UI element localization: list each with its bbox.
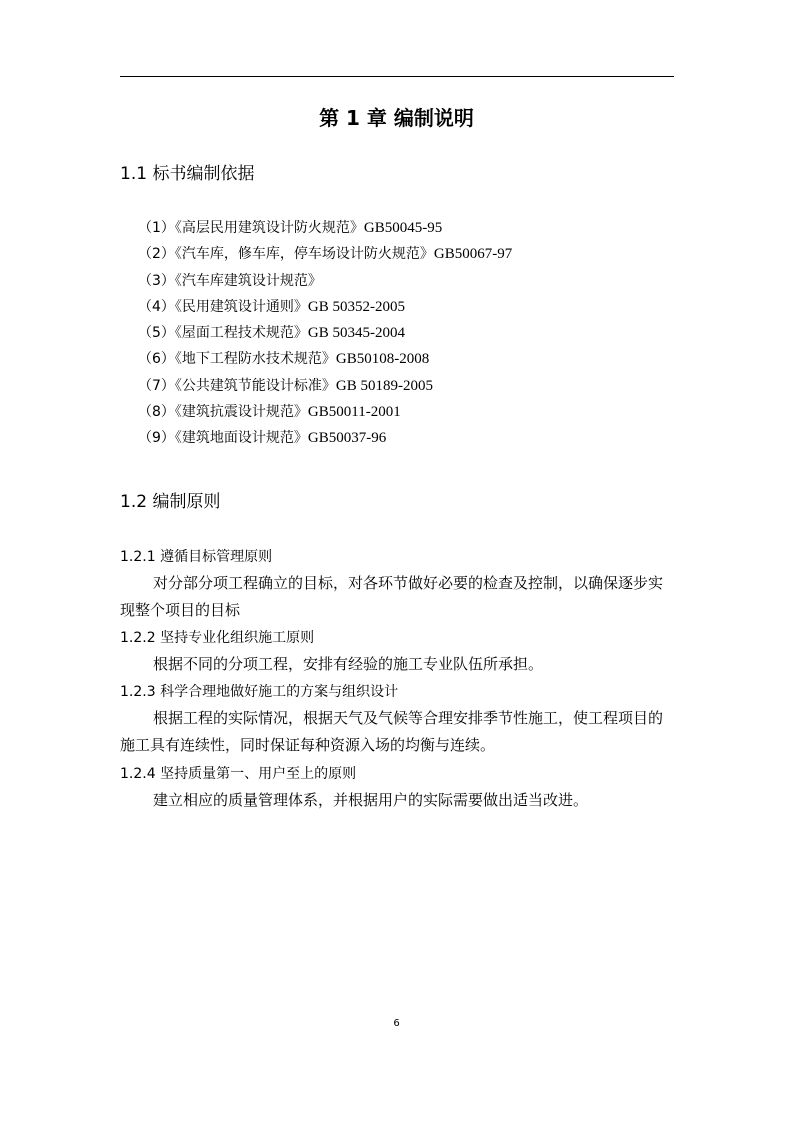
header-rule (120, 76, 674, 77)
page-number: 6 (393, 1018, 400, 1029)
subsection-1-2-2-title: 1.2.2 坚持专业化组织施工原则 (120, 630, 315, 646)
reference-item (138, 320, 512, 346)
reference-number: （5） (138, 325, 175, 342)
reference-name: 《屋面工程技术规范》 (174, 325, 308, 342)
reference-item (138, 268, 512, 294)
reference-item (138, 294, 512, 320)
subsection-1-2-2-text: 根据不同的分项工程，安排有经验的施工专业队伍所承担。 (153, 655, 544, 673)
reference-code: GB50037-96 (307, 430, 387, 447)
subsection-1-2-4-text: 建立相应的质量管理体系，并根据用户的实际需要做出适当改进。 (153, 791, 589, 809)
reference-code: GB50108-2008 (335, 351, 430, 368)
subsection-1-2-3-title: 1.2.3 科学合理地做好施工的方案与组织设计 (120, 684, 399, 700)
reference-number: （1） (138, 220, 175, 236)
reference-code: GB 50345-2004 (307, 325, 406, 342)
reference-item (138, 241, 512, 267)
reference-name: 《建筑地面设计规范》 (174, 430, 308, 447)
reference-name: 《高层民用建筑设计防火规范》 (174, 220, 364, 236)
subsection-1-2-3-text: 根据工程的实际情况，根据天气及气候等合理安排季节性施工，使工程项目的施工具有连续性，同时保证每种资源入场的均衡与连续。 (120, 709, 664, 754)
reference-item (138, 215, 512, 241)
subsection-1-2-1-title: 1.2.1 遵循目标管理原则 (120, 549, 273, 565)
reference-item (138, 399, 512, 425)
reference-name: 《汽车库，修车库，停车场设计防火规范》 (174, 246, 434, 263)
reference-number: （4） (138, 298, 175, 315)
section-1-2-title: 1.2 编制原则 (120, 492, 221, 512)
reference-name: 《民用建筑设计通则》 (174, 298, 308, 315)
reference-item (138, 425, 512, 451)
section-1-1-title: 1.1 标书编制依据 (120, 164, 255, 184)
reference-code: GB50067-97 (433, 246, 513, 263)
reference-item (138, 373, 512, 399)
reference-code: GB50045-95 (363, 220, 443, 236)
reference-name: 《公共建筑节能设计标准》 (174, 377, 336, 394)
reference-number: （8） (138, 404, 175, 421)
reference-number: （2） (138, 246, 175, 263)
reference-code: GB 50352-2005 (307, 298, 406, 315)
reference-number: （6） (138, 351, 175, 368)
reference-name: 《汽车库建筑设计规范》 (174, 272, 322, 289)
reference-item (138, 346, 512, 372)
chapter-title: 第 1 章 编制说明 (319, 106, 474, 130)
reference-number: （7） (138, 377, 175, 394)
subsection-1-2-1-text: 对分部分项工程确立的目标，对各环节做好必要的检查及控制，以确保逐步实现整个项目的目标 (120, 574, 664, 619)
reference-code: GB50011-2001 (307, 404, 401, 421)
reference-number: （9） (138, 430, 175, 447)
reference-list (138, 215, 512, 452)
reference-name: 《建筑抗震设计规范》 (174, 404, 308, 421)
reference-number: （3） (138, 272, 175, 289)
reference-code: GB 50189-2005 (335, 377, 434, 394)
reference-name: 《地下工程防水技术规范》 (174, 351, 336, 368)
subsection-1-2-4-title: 1.2.4 坚持质量第一、用户至上的原则 (120, 766, 357, 782)
